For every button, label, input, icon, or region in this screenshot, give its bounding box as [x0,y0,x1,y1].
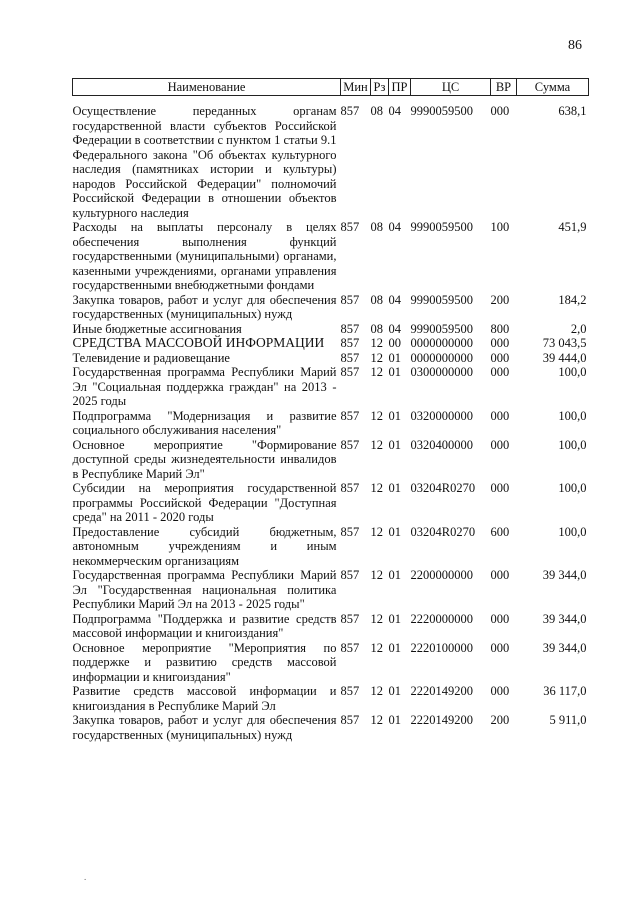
table-row [73,365,589,409]
row-vr-cell: 000 [490,437,510,452]
row-cs-cell: 03204R0270 [410,524,476,539]
row-sum-cell: 100,0 [558,437,587,452]
row-vr-cell: 000 [490,481,510,495]
row-min-cell: 857 [340,220,360,234]
row-pr-cell: 01 [388,713,401,727]
row-min-cell: 857 [340,336,360,350]
header-min: Мин [341,79,371,96]
row-rz-cell: 12 [370,611,383,626]
table-row [73,481,589,525]
row-cs-cell: 9990059500 [410,220,473,234]
row-sum-cell: 39 444,0 [542,350,587,365]
row-cs-cell: 0000000000 [410,336,473,350]
row-sum-cell: 100,0 [558,408,587,423]
row-vr-cell: 000 [490,104,510,118]
row-vr-cell: 800 [490,321,510,336]
row-cs-cell: 0320000000 [410,408,473,423]
row-pr-cell: 00 [388,336,401,350]
header-name: Наименование [73,79,341,96]
table-row [73,322,589,337]
row-vr-cell: 600 [490,524,510,539]
row-min-cell: 857 [340,568,360,582]
row-min-cell: 857 [340,350,360,365]
row-name-cell: Основное мероприятие "Мероприятия по поддержке и развитию средств массовой информации и книгоиздания" [72,640,337,684]
row-cs-cell: 9990059500 [410,104,473,118]
row-vr-cell: 200 [490,292,510,307]
row-vr-cell: 000 [490,640,510,655]
row-rz-cell: 08 [370,220,383,234]
row-sum-cell: 5 911,0 [549,713,587,727]
row-name-cell: Государственная программа Республики Марий Эл "Государственная национальная политика Республики Марий Эл на 2013 - 2025 годы" [72,568,337,611]
row-sum-cell: 2,0 [570,321,587,336]
row-min-cell: 857 [340,104,360,118]
header-pr: ПР [389,79,411,96]
table-row [73,336,589,351]
row-cs-cell: 0300000000 [410,365,473,379]
row-name-cell: Осуществление переданных органам государственной власти субъектов Российской Федерации в соответствии с пунктом 1 статьи 9.1 Федерального закона "Об объектах культурного наследия (памятниках истории и культуры) народов Российской Федерации" полномочий Российской Федерации в отношении объектов культурного наследия [72,104,337,220]
row-min-cell: 857 [340,481,360,495]
row-min-cell: 857 [340,408,360,423]
row-name-cell: Расходы на выплаты персоналу в целях обеспечения выполнения функций государственными (муниципальными) органами, казенными учреждениями, органами управления государственными внебюджетными фондами [72,220,337,292]
row-rz-cell: 12 [370,481,383,495]
row-cs-cell: 2220000000 [410,611,473,626]
row-cs-cell: 2220149200 [410,684,473,698]
table-row [73,568,589,612]
scan-mark: . [84,872,87,882]
table-row [73,438,589,482]
row-name-cell: СРЕДСТВА МАССОВОЙ ИНФОРМАЦИИ [72,335,325,350]
table-body [73,104,589,742]
row-pr-cell: 01 [388,437,401,452]
row-name-cell: Основное мероприятие "Формирование доступной среды жизнедеятельности инвалидов в Республике Марий Эл" [72,437,337,481]
row-sum-cell: 100,0 [558,524,587,539]
row-sum-cell: 39 344,0 [542,568,587,582]
row-pr-cell: 04 [388,104,401,118]
table-row [73,293,589,322]
row-rz-cell: 12 [370,568,383,582]
row-pr-cell: 01 [388,684,401,698]
header-rz: Рз [371,79,389,96]
table-row [73,713,589,742]
row-cs-cell: 03204R0270 [410,481,476,495]
row-vr-cell: 000 [490,408,510,423]
row-min-cell: 857 [340,437,360,452]
row-min-cell: 857 [340,640,360,655]
header-vr: ВР [491,79,517,96]
row-sum-cell: 39 344,0 [542,611,587,626]
row-name-cell: Подпрограмма "Поддержка и развитие средств массовой информации и книгоиздания" [72,611,337,640]
table-row [73,220,589,293]
row-cs-cell: 2200000000 [410,568,473,582]
row-sum-cell: 638,1 [558,104,587,118]
row-name-cell: Телевидение и радиовещание [72,350,230,365]
row-min-cell: 857 [340,684,360,698]
header-cs: ЦС [411,79,491,96]
row-cs-cell: 9990059500 [410,292,473,307]
row-rz-cell: 12 [370,365,383,379]
row-sum-cell: 184,2 [558,292,587,307]
row-rz-cell: 12 [370,524,383,539]
row-min-cell: 857 [340,292,360,307]
row-rz-cell: 12 [370,640,383,655]
row-cs-cell: 0320400000 [410,437,473,452]
row-vr-cell: 000 [490,365,510,379]
row-vr-cell: 000 [490,350,510,365]
row-cs-cell: 9990059500 [410,321,473,336]
row-min-cell: 857 [340,524,360,539]
row-cs-cell: 2220100000 [410,640,473,655]
row-cs-cell: 0000000000 [410,350,473,365]
table-row [73,684,589,713]
row-name-cell: Подпрограмма "Модернизация и развитие социального обслуживания населения" [72,408,337,437]
row-rz-cell: 12 [370,437,383,452]
row-vr-cell: 100 [490,220,510,234]
row-pr-cell: 01 [388,524,401,539]
row-pr-cell: 01 [388,640,401,655]
row-name-cell: Предоставление субсидий бюджетным, автономным учреждениям и иным некоммерческим организациям [72,524,337,568]
row-rz-cell: 12 [370,713,383,727]
table-row [73,612,589,641]
row-sum-cell: 36 117,0 [543,684,587,698]
row-rz-cell: 12 [370,684,383,698]
row-name-cell: Развитие средств массовой информации и книгоиздания в Республике Марий Эл [72,684,337,713]
row-rz-cell: 12 [370,408,383,423]
table-row [73,641,589,685]
row-cs-cell: 2220149200 [410,713,473,727]
table-row [73,525,589,569]
row-vr-cell: 200 [490,713,510,727]
row-sum-cell: 73 043,5 [542,336,587,350]
row-pr-cell: 04 [388,292,401,307]
row-min-cell: 857 [340,365,360,379]
row-name-cell: Субсидии на мероприятия государственной программы Российской Федерации "Доступная среда" на 2011 - 2020 годы [72,481,337,524]
header-sum: Сумма [517,79,589,96]
table-row [73,409,589,438]
table-header-row [73,79,589,96]
row-rz-cell: 08 [370,321,383,336]
row-pr-cell: 04 [388,321,401,336]
budget-table [72,78,589,742]
row-vr-cell: 000 [490,684,510,698]
row-name-cell: Иные бюджетные ассигнования [72,321,242,336]
row-pr-cell: 01 [388,611,401,626]
row-sum-cell: 100,0 [558,365,587,379]
page-number: 86 [568,38,582,53]
row-pr-cell: 01 [388,350,401,365]
row-sum-cell: 451,9 [558,220,587,234]
row-rz-cell: 08 [370,292,383,307]
row-min-cell: 857 [340,611,360,626]
row-rz-cell: 08 [370,104,383,118]
table-row [73,351,589,366]
row-rz-cell: 12 [370,350,383,365]
row-min-cell: 857 [340,713,360,727]
row-rz-cell: 12 [370,336,383,350]
row-pr-cell: 01 [388,568,401,582]
row-sum-cell: 100,0 [558,481,587,495]
row-sum-cell: 39 344,0 [542,640,587,655]
row-name-cell: Государственная программа Республики Марий Эл "Социальная поддержка граждан" на 2013 - 2025 годы [72,365,337,408]
row-pr-cell: 01 [388,481,401,495]
row-vr-cell: 000 [490,568,510,582]
row-min-cell: 857 [340,321,360,336]
row-vr-cell: 000 [490,611,510,626]
row-name-cell: Закупка товаров, работ и услуг для обеспечения государственных (муниципальных) нужд [72,292,337,321]
row-pr-cell: 01 [388,408,401,423]
row-pr-cell: 01 [388,365,401,379]
row-pr-cell: 04 [388,220,401,234]
row-vr-cell: 000 [490,336,510,350]
row-name-cell: Закупка товаров, работ и услуг для обеспечения государственных (муниципальных) нужд [72,713,337,742]
table-row [73,104,589,220]
